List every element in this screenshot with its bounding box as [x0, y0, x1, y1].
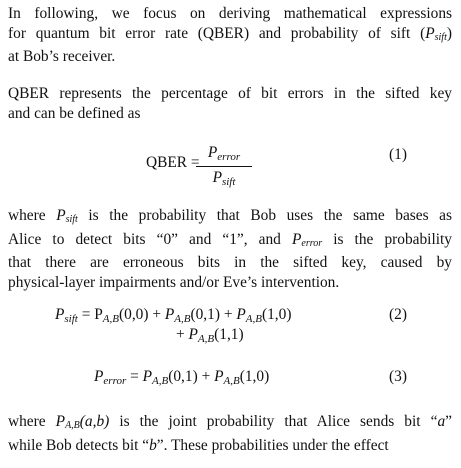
intro-line-1: In following, we focus on deriving mathematical expressions: [8, 5, 452, 22]
eq3: Perror = PA,B(0,1) + PA,B(1,0): [94, 368, 270, 387]
prob-line-3: that there are erroneous bits in the sifted key, caused by: [8, 254, 452, 271]
qber-line-2: and can be defined as: [8, 104, 141, 122]
prob-line-1: where $P_{sift}$ is the probability that Bob uses the same bases as: [8, 207, 453, 225]
eq3-number: (3): [389, 368, 407, 385]
eq1-lhs: QBER =: [146, 154, 200, 171]
joint-probability-paragraph: [8, 412, 452, 455]
eq1-fraction-bar: [196, 166, 252, 167]
eq2-line-2: + PA,B(1,1): [176, 326, 244, 345]
eq1-fraction: [196, 144, 252, 189]
prob-line-2: Alice to detect bits “0” and “1”, and $P_{error}$ is the probability: [8, 230, 452, 249]
eq1-numerator: Perror: [207, 144, 241, 163]
eq2-number: (2): [389, 306, 407, 323]
qber-definition-paragraph: [8, 84, 452, 123]
qber-line-1: QBER represents the percentage of bit errors in the sifted key: [8, 85, 452, 102]
probability-definition-paragraph: [8, 206, 452, 292]
eq2-line-1: Psift = PA,B(0,0) + PA,B(0,1) + PA,B(1,0): [55, 306, 292, 325]
joint-line-1: where $P_{A,B}(a,b)$ is the joint probability that Alice sends bit “a”: [8, 413, 452, 431]
intro-line-2: for quantum bit error rate (QBER) and probability of sift $(P_{sift})$: [8, 24, 452, 43]
prob-line-4: physical-layer impairments and/or Eve’s intervention.: [8, 273, 340, 291]
eq1-denominator: Psift: [212, 169, 236, 188]
joint-line-2: while Bob detects bit “b”. These probabilities under the effect: [8, 436, 389, 454]
eq1-number: (1): [389, 146, 407, 163]
intro-line-3: at Bob’s receiver.: [8, 48, 116, 65]
intro-paragraph: [8, 4, 452, 67]
